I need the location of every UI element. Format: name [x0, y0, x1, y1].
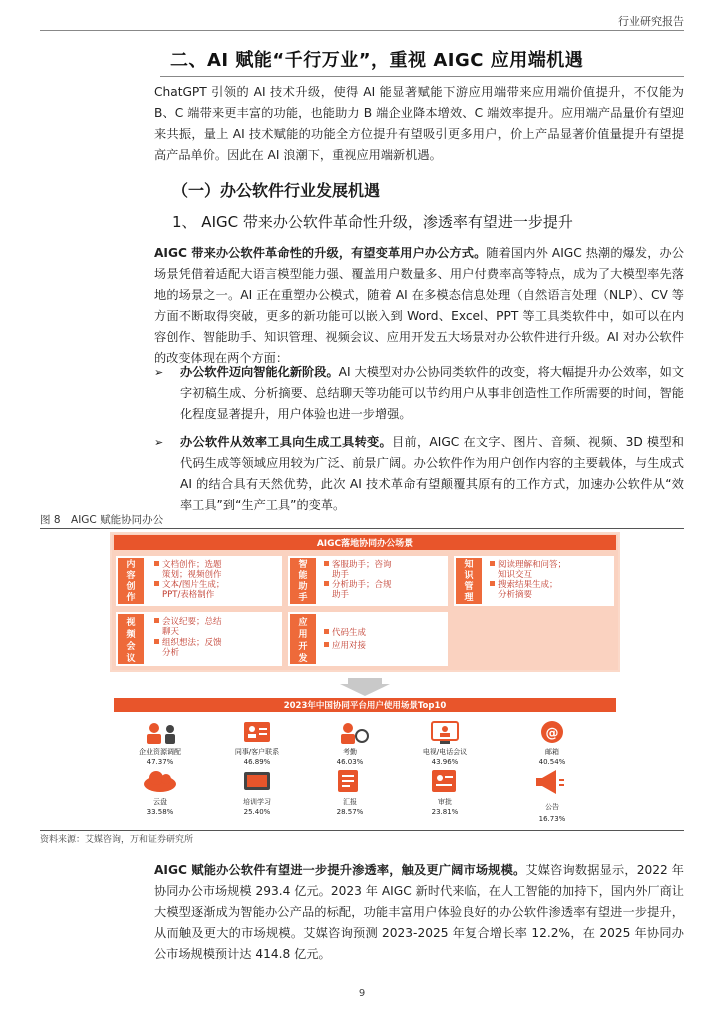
svg-text:培训学习: 培训学习 [243, 798, 271, 806]
svg-text:云盘: 云盘 [153, 798, 167, 806]
top10-item [243, 797, 271, 816]
svg-text:同事/客户联系: 同事/客户联系 [234, 748, 280, 756]
svg-text:企业资源调配: 企业资源调配 [139, 748, 181, 756]
scene-content-creation [116, 556, 282, 606]
svg-text:知: 知 [464, 560, 474, 570]
svg-text:16.73%: 16.73% [538, 815, 566, 823]
market-paragraph [154, 860, 684, 965]
svg-text:会议纪要；总结: 会议纪要；总结 [162, 617, 222, 627]
bullet-lead: 办公软件从效率工具向生成工具转变。 [180, 435, 392, 449]
bullet-body: 目前，AIGC 在文字、图片、音频、视频、3D 模型和代码生成等领域应用较为广泛、前景广阔。办公软件作为用户创作内容的主要载体，与生成式 AI 的结合具有天然优势，此次 AI 技术革命有望颠覆其原有的工作方式，加速办公软件从“效率工具”到“生产工具”的变革。 [180, 435, 684, 512]
svg-text:搜索结果生成；: 搜索结果生成； [498, 580, 558, 590]
svg-text:@: @ [545, 726, 559, 741]
scene-knowledge-management [454, 556, 614, 606]
contacts-icon [244, 722, 270, 742]
scenes-banner-title: AIGC落地协同办公场景 [316, 539, 414, 549]
section-rule [160, 76, 684, 77]
svg-text:邮箱: 邮箱 [545, 748, 559, 756]
training-icon [244, 772, 270, 790]
svg-text:理: 理 [464, 593, 474, 603]
figure-top-rule [40, 528, 684, 529]
flow-down-arrow-icon [340, 678, 390, 696]
svg-text:助手: 助手 [332, 570, 350, 580]
bullet-body: AI 大模型对办公协同类软件的改变，将大幅提升办公效率，如文字初稿生成、分析摘要、总结聊天等功能可以节约用户从事非创造性工作所需要的时间，智能化程度显著提升，用户体验也进一步增强。 [180, 365, 685, 421]
svg-text:能: 能 [298, 571, 308, 581]
svg-text:发: 发 [298, 654, 308, 664]
svg-text:助: 助 [298, 582, 308, 592]
top10-item [432, 797, 459, 816]
bullet-arrow-icon: ➢ [154, 366, 164, 379]
top10-title: 2023年中国协同平台用户使用场景Top10 [283, 701, 447, 711]
svg-text:客服助手；咨询: 客服助手；咨询 [332, 560, 392, 570]
svg-text:助手: 助手 [332, 590, 350, 600]
svg-text:阅读理解和问答；: 阅读理解和问答； [498, 560, 567, 570]
svg-text:组织想法；反馈: 组织想法；反馈 [162, 638, 222, 648]
svg-text:开: 开 [298, 642, 308, 652]
svg-text:47.37%: 47.37% [146, 758, 174, 766]
video-conference-icon [432, 722, 458, 744]
top10-item [423, 747, 467, 766]
svg-text:公告: 公告 [545, 803, 559, 811]
svg-text:聊天: 聊天 [162, 627, 180, 637]
svg-text:议: 议 [126, 654, 136, 664]
market-paragraph-lead: AIGC 赋能办公软件有望进一步提升渗透率，触及更广阔市场规模。 [154, 863, 526, 877]
svg-text:汇报: 汇报 [343, 798, 357, 806]
aigc-paragraph-body: 随着国内外 AIGC 热潮的爆发，办公场景凭借着适配大语言模型能力强、覆盖用户数量多、用户付费率高等特点，成为了大模型率先落地的场景之一。AI 正在重塑办公模式，随着 AI 在多模态信息处理（自然语言处理（NLP）、CV 等方面不断取得突破，更多的新功能可以嵌入到 Word、Excel、PPT 等工具类软件中，如可以在内容创作、智能助手、知识管理、视频会议、应用开发五大场景对办公软件进行升级。AI 对办公软件的改变体现在两个方面： [154, 246, 684, 365]
announcement-icon [536, 770, 564, 794]
svg-text:考勤: 考勤 [343, 748, 357, 756]
svg-text:分析助手；合规: 分析助手；合规 [332, 580, 392, 590]
svg-text:会: 会 [126, 642, 136, 652]
svg-text:应用对接: 应用对接 [332, 641, 367, 651]
svg-text:46.03%: 46.03% [336, 758, 364, 766]
figure-caption: 图 8 AIGC 赋能协同办公 [40, 514, 164, 526]
svg-text:23.81%: 23.81% [431, 808, 459, 816]
svg-text:33.58%: 33.58% [146, 808, 174, 816]
svg-text:知识交互: 知识交互 [498, 570, 533, 580]
bullet-arrow-icon: ➢ [154, 436, 164, 449]
scene-smart-assistant [288, 556, 448, 606]
svg-text:管: 管 [464, 582, 474, 592]
subsection-title: （一）办公软件行业发展机遇 [172, 181, 381, 200]
aigc-paragraph-lead: AIGC 带来办公软件革命性的升级，有望变革用户办公方式。 [154, 246, 487, 260]
bullet-lead: 办公软件迈向智能化新阶段。 [180, 365, 339, 379]
report-icon [338, 770, 358, 792]
svg-text:电视/电话会议: 电视/电话会议 [422, 748, 468, 756]
svg-text:智: 智 [298, 560, 308, 570]
aigc-office-figure [110, 532, 620, 830]
aigc-paragraph [154, 243, 684, 369]
top10-item [147, 797, 174, 816]
figure-bottom-rule [40, 830, 684, 831]
svg-text:25.40%: 25.40% [243, 808, 271, 816]
svg-text:策划；视频创作: 策划；视频创作 [162, 570, 222, 580]
scene-app-development [288, 612, 448, 666]
svg-text:分析摘要: 分析摘要 [498, 590, 533, 600]
svg-text:分析: 分析 [162, 648, 180, 658]
scene-video-conference [116, 612, 282, 666]
svg-text:用: 用 [298, 630, 308, 640]
header-rule [40, 30, 684, 31]
svg-text:频: 频 [126, 630, 136, 640]
intro-paragraph: ChatGPT 引领的 AI 技术升级，使得 AI 能显著赋能下游应用端带来应用端价值提升，不仅能为 B、C 端带来更丰富的功能，也能助力 B 端企业降本增效、C 端效率提升。应用端产品量价有望迎来共振，量上 AI 技术赋能的功能全方位提升有望吸引更多用户，价上产品显著价值量提升有望提高产品单价。因此在 AI 浪潮下，重视应用端新机遇。 [154, 85, 684, 162]
svg-text:代码生成: 代码生成 [332, 628, 367, 638]
bullet-item [154, 362, 684, 425]
top10-item [337, 797, 364, 816]
top10-item [539, 747, 566, 766]
subsubsection-title: 1、 AIGC 带来办公软件革命性升级，渗透率有望进一步提升 [172, 213, 573, 231]
svg-text:文档创作；选题: 文档创作；选题 [162, 560, 222, 570]
market-paragraph-body: 艾媒咨询数据显示，2022 年协同办公市场规模 293.4 亿元。2023 年 AIGC 新时代来临，在人工智能的加持下，国内外厂商让大模型逐渐成为智能办公产品的标配，功能丰富用户体验良好的办公软件渗透率有望进一步提升，从而触及更大的市场规模。艾媒咨询预测 2023-2025 年复合增长率 12.2%，在 2025 年协同办公市场规模预计达 414.8 亿元。 [154, 863, 684, 961]
svg-text:创: 创 [126, 582, 136, 592]
svg-text:识: 识 [464, 571, 474, 581]
section-title: 二、AI 赋能“千行万业”，重视 AIGC 应用端机遇 [170, 50, 584, 71]
svg-text:46.89%: 46.89% [243, 758, 271, 766]
svg-text:43.96%: 43.96% [431, 758, 459, 766]
top10-item [139, 747, 181, 766]
svg-text:28.57%: 28.57% [336, 808, 364, 816]
svg-text:作: 作 [126, 593, 136, 603]
top10-item [539, 802, 566, 823]
approval-icon [432, 770, 456, 792]
svg-text:文本/图片生成；: 文本/图片生成； [162, 580, 225, 590]
svg-text:40.54%: 40.54% [538, 758, 566, 766]
people-chess-icon [147, 723, 175, 744]
cloud-icon [144, 771, 176, 792]
svg-text:容: 容 [126, 571, 136, 581]
svg-text:审批: 审批 [438, 798, 452, 806]
top10-item [235, 747, 279, 766]
email-icon [541, 721, 563, 743]
top10-item [337, 747, 364, 766]
svg-text:视: 视 [126, 618, 136, 628]
report-header-label: 行业研究报告 [618, 15, 684, 28]
bullet-item [154, 432, 684, 516]
page-number: 9 [358, 988, 366, 999]
svg-text:手: 手 [298, 593, 308, 603]
svg-text:PPT/表格制作: PPT/表格制作 [162, 590, 215, 600]
attendance-icon [341, 723, 368, 744]
svg-text:内: 内 [126, 560, 136, 570]
svg-text:应: 应 [298, 618, 308, 628]
figure-source: 资料来源：艾媒咨询，万和证券研究所 [40, 835, 194, 845]
